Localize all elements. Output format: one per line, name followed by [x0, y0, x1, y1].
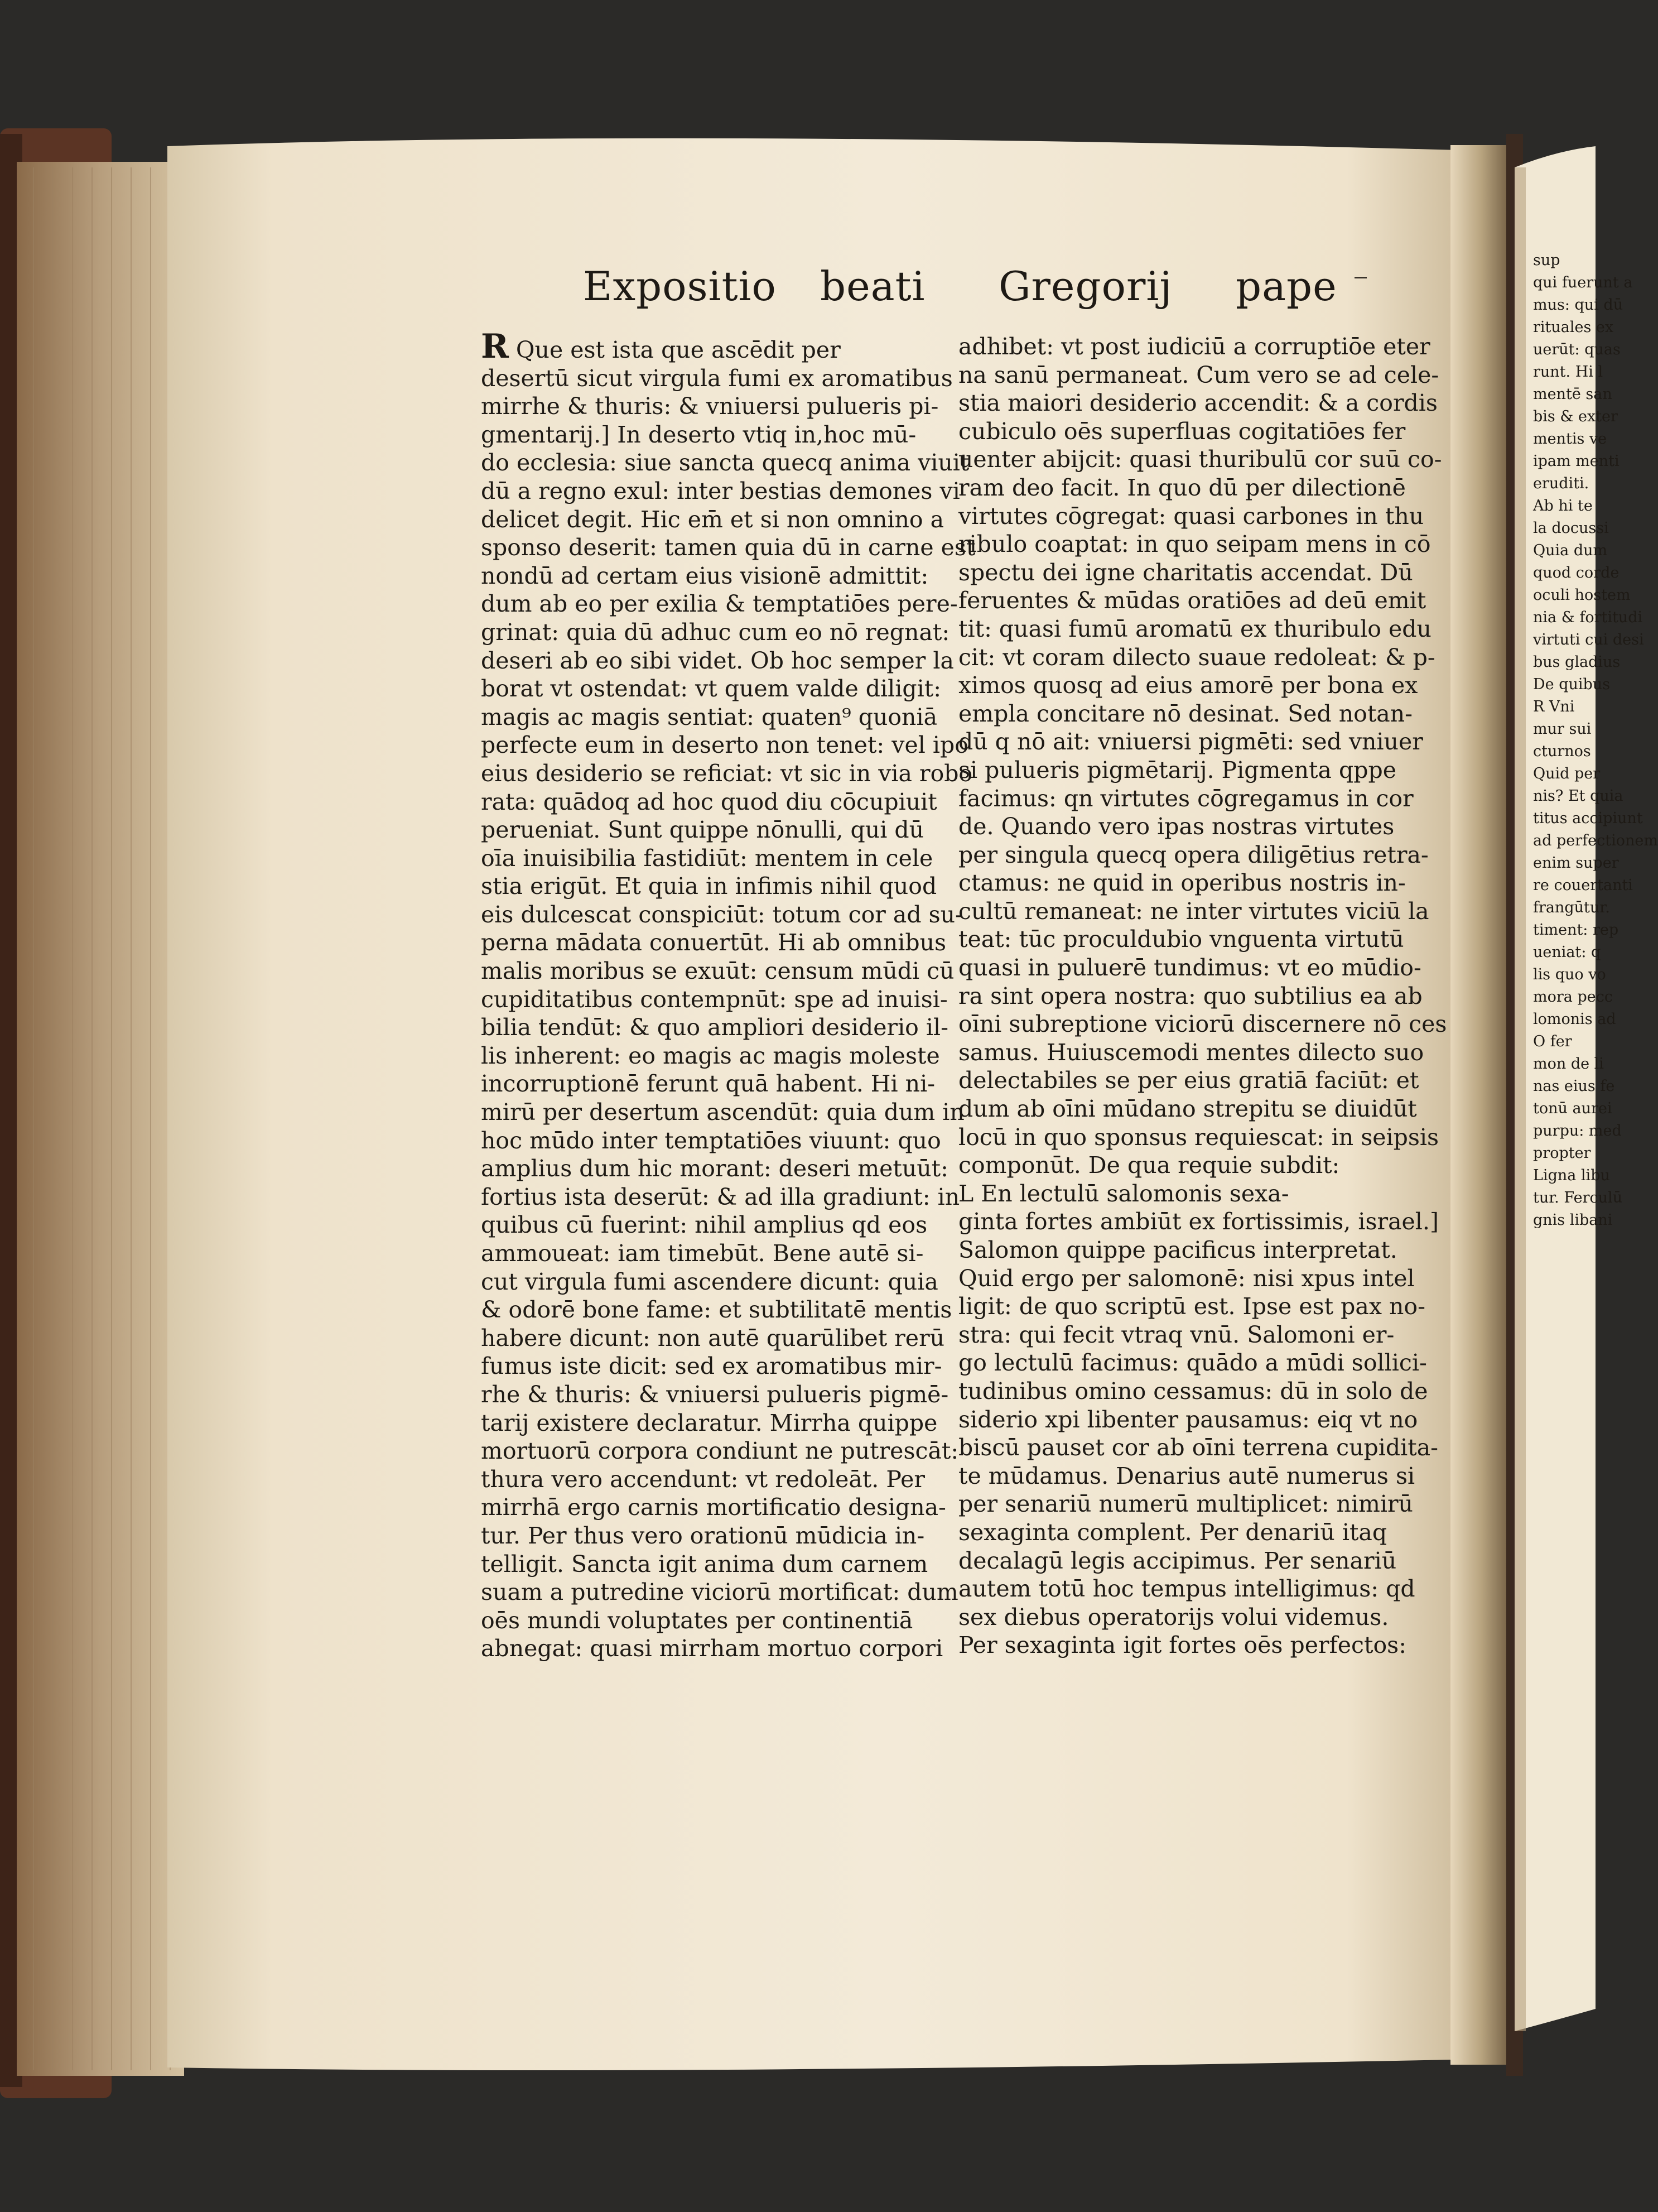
- line-text: ginta fortes ambiūt ex fortissimis, israel.]: [958, 1208, 1439, 1235]
- line-text: mortuorū corpora condiunt ne putrescāt:: [481, 1437, 959, 1465]
- line-text: biscū pauset cor ab oīni terrena cupidita-: [958, 1434, 1438, 1461]
- line-text: thura vero accendunt: vt redoleāt. Per: [481, 1465, 925, 1493]
- fragment-line: De quibus: [1533, 676, 1611, 693]
- line-text: malis moribus se exuūt: censum mūdi cū: [481, 958, 955, 985]
- line-text: dum ab eo per exilia & temptatiōes pere-: [481, 590, 958, 618]
- text-line: [958, 615, 1432, 643]
- line-text: & odorē bone fame: et subtilitatē mentis: [481, 1296, 952, 1324]
- text-line: [958, 1434, 1438, 1462]
- line-text: habere dicunt: non autē quarūlibet rerū: [481, 1324, 945, 1352]
- text-line: [958, 1010, 1447, 1038]
- fragment-line: rituales ex: [1533, 319, 1614, 336]
- text-line: [958, 954, 1421, 982]
- line-text: per singula quecq opera diligētius retra-: [958, 841, 1429, 868]
- fragment-line: runt. Hi l: [1533, 363, 1603, 381]
- line-text: autem totū hoc tempus intelligimus: qd: [958, 1575, 1415, 1603]
- text-line: [958, 1575, 1415, 1603]
- text-line: [958, 869, 1406, 897]
- line-text: Per sexaginta igit fortes oēs perfectos:: [958, 1632, 1407, 1659]
- line-text: ram deo facit. In quo dū per dilectionē: [958, 474, 1406, 501]
- header-word-beati: beati: [820, 263, 926, 310]
- fragment-line: timent: rep: [1533, 921, 1619, 939]
- fragment-line: mus: qui dū: [1533, 296, 1623, 314]
- line-text: decalagū legis accipimus. Per senariū: [958, 1547, 1397, 1574]
- fragment-line: quod corde: [1533, 564, 1620, 581]
- left-text-column: [481, 327, 976, 1663]
- line-text: stra: qui fecit vtraq vnū. Salomoni er-: [958, 1321, 1395, 1348]
- fragment-line: qui fuerunt a: [1533, 274, 1633, 291]
- initial-capital: R: [481, 327, 509, 366]
- text-line: [958, 530, 1431, 559]
- text-line: [481, 1098, 965, 1127]
- text-line: [481, 1493, 946, 1522]
- fragment-line: eruditi.: [1533, 475, 1589, 492]
- text-line: [958, 1547, 1399, 1575]
- line-text: spectu dei igne charitatis accendat. Dū: [958, 559, 1413, 586]
- text-line: [481, 449, 970, 477]
- fragment-line: mentis ve: [1533, 430, 1607, 448]
- line-text: de. Quando vero ipas nostras virtutes: [958, 813, 1395, 840]
- line-text: sponso deserit: tamen quia dū in carne est: [481, 534, 976, 561]
- line-text: cupiditatibus contempnūt: spe ad inuisi-: [481, 985, 948, 1013]
- text-line: [481, 1042, 938, 1070]
- text-line: [481, 1324, 945, 1353]
- line-text: dū q nō ait: vniuersi pigmēti: sed vniuer: [958, 728, 1423, 756]
- line-text: locū in quo sponsus requiescat: in seipsis: [958, 1123, 1439, 1151]
- text-line: [958, 1631, 1407, 1660]
- fragment-line: mon de li: [1533, 1055, 1604, 1073]
- fragment-line: uerūt: quas: [1533, 341, 1621, 358]
- text-line: [958, 389, 1438, 417]
- line-text: sex diebus operatorijs volui videmus.: [958, 1603, 1389, 1631]
- text-line: [481, 364, 953, 393]
- text-line: [481, 1296, 952, 1324]
- line-text: feruentes & mūdas oratiōes ad deū emit: [958, 587, 1426, 614]
- text-line: [481, 929, 947, 957]
- fragment-line: nas eius fe: [1533, 1078, 1615, 1095]
- text-line: [481, 1607, 938, 1635]
- text-line: [481, 421, 938, 449]
- text-line: [481, 392, 938, 421]
- fragment-line: mentē san: [1533, 386, 1612, 403]
- fragment-line: la docussi: [1533, 520, 1609, 537]
- gutter: [1450, 145, 1512, 2065]
- text-line: [481, 759, 973, 788]
- line-text: eis dulcescat conspiciūt: totum cor ad su-: [481, 901, 963, 928]
- line-text: oēs mundi voluptates per continentiā: [481, 1607, 913, 1634]
- text-line: [481, 788, 938, 816]
- text-line: [481, 327, 938, 366]
- text-line: [481, 1239, 938, 1268]
- line-text: si pulueris pigmētarij. Pigmenta qppe: [958, 756, 1397, 783]
- text-line: [481, 506, 944, 534]
- line-text: nondū ad certam eius visionē admittit:: [481, 562, 929, 589]
- text-line: [958, 1208, 1439, 1236]
- line-text: rata: quādoq ad hoc quod diu cōcupiuit: [481, 788, 937, 815]
- text-line: [481, 731, 968, 759]
- text-line: [958, 502, 1424, 531]
- fragment-line: R Vni: [1533, 698, 1575, 715]
- fragment-line: mora pecc: [1533, 988, 1613, 1006]
- header-word-pape: pape: [1236, 263, 1337, 310]
- fragment-line: Ligna libu: [1533, 1167, 1610, 1184]
- text-line: [958, 1095, 1417, 1123]
- line-text: suam a putredine viciorū mortificat: dum: [481, 1579, 958, 1606]
- line-text: dum ab oīni mūdano strepitu se diuidūt: [958, 1095, 1417, 1123]
- line-text: cit: vt coram dilecto suaue redoleat: & p-: [958, 643, 1435, 671]
- fragment-line: re couertanti: [1533, 877, 1633, 894]
- fragment-line: lis quo vo: [1533, 966, 1606, 983]
- line-text: tarij existere declaratur. Mirrha quippe: [481, 1409, 938, 1436]
- text-line: [481, 1634, 943, 1663]
- fragment-line: ipam menti: [1533, 453, 1620, 470]
- fragment-line: virtuti cui desi: [1533, 631, 1644, 648]
- line-text: ctamus: ne quid in operibus nostris in-: [958, 869, 1406, 897]
- text-line: [958, 728, 1423, 756]
- text-line: [958, 1603, 1399, 1632]
- line-text: abnegat: quasi mirrham mortuo corpori: [481, 1635, 943, 1662]
- text-line: [958, 925, 1404, 954]
- line-text: uenter abijcit: quasi thuribulū cor suū co-: [958, 446, 1442, 473]
- text-line: [958, 1321, 1399, 1349]
- text-line: [958, 333, 1430, 361]
- text-line: [481, 816, 938, 844]
- fragment-line: lomonis ad: [1533, 1011, 1616, 1028]
- text-line: [481, 1183, 960, 1211]
- text-line: [481, 1155, 948, 1183]
- line-text: L En lectulū salomonis sexa-: [958, 1180, 1289, 1207]
- line-text: incorruptionē ferunt quā habent. Hi ni-: [481, 1070, 936, 1098]
- line-text: go lectulū facimus: quādo a mūdi sollici-: [958, 1349, 1427, 1377]
- line-text: fortius ista deserūt: & ad illa gradiunt: in: [481, 1183, 960, 1210]
- line-text: mirrhe & thuris: & vniuersi pulueris pi-: [481, 393, 939, 420]
- text-line: [481, 1465, 938, 1494]
- line-text: perueniat. Sunt quippe nōnulli, qui dū: [481, 816, 924, 844]
- line-text: deseri ab eo sibi videt. Ob hoc semper la: [481, 647, 954, 674]
- text-line: [481, 675, 942, 703]
- line-text: samus. Huiuscemodi mentes dilecto suo: [958, 1038, 1424, 1066]
- facing-page-fragment: [1533, 251, 1658, 1233]
- text-line: [958, 1377, 1428, 1406]
- line-text: te mūdamus. Denarius autē numerus si: [958, 1462, 1415, 1489]
- line-text: sexaginta complent. Per denariū itaq: [958, 1518, 1387, 1546]
- line-text: oīa inuisibilia fastidiūt: mentem in cele: [481, 844, 933, 872]
- text-line: [958, 1349, 1427, 1377]
- fragment-line: ueniat: q: [1533, 944, 1601, 961]
- line-text: hoc mūdo inter temptatiōes viuunt: quo: [481, 1127, 941, 1154]
- fragment-line: frangūtur.: [1533, 899, 1610, 916]
- text-line: [958, 756, 1399, 785]
- line-text: ra sint opera nostra: quo subtilius ea ab: [958, 982, 1423, 1009]
- text-line: [958, 1038, 1424, 1067]
- header-word-gregorij: Gregorij: [999, 263, 1173, 310]
- text-line: [958, 1066, 1419, 1095]
- text-line: [958, 361, 1439, 389]
- text-line: [481, 1352, 942, 1381]
- text-line: [958, 445, 1442, 474]
- text-line: [958, 1292, 1425, 1321]
- text-line: [481, 647, 954, 675]
- fragment-line: purpu: med: [1533, 1122, 1622, 1139]
- fragment-line: Quid per: [1533, 765, 1601, 782]
- fragment-line: gnis libani: [1533, 1211, 1613, 1229]
- text-line: [958, 812, 1399, 841]
- fragment-line: mur sui: [1533, 720, 1592, 738]
- text-line: [481, 1437, 959, 1465]
- line-text: stia erigūt. Et quia in infimis nihil quod: [481, 873, 937, 900]
- fragment-line: nia & fortitudi: [1533, 609, 1643, 626]
- text-line: [958, 671, 1418, 700]
- text-line: [958, 1123, 1439, 1152]
- line-text: Quid ergo per salomonē: nisi xpus intel: [958, 1264, 1415, 1292]
- right-text-column: [958, 333, 1447, 1660]
- line-text: facimus: qn virtutes cōgregamus in cor: [958, 785, 1414, 812]
- line-text: rhe & thuris: & vniuersi pulueris pigmē-: [481, 1381, 949, 1408]
- line-text: teat: tūc proculdubio vnguenta virtutū: [958, 926, 1404, 953]
- line-text: mirū per desertum ascendūt: quia dum in: [481, 1099, 965, 1126]
- text-line: [481, 1070, 938, 1098]
- text-line: [481, 1211, 938, 1239]
- text-line: [481, 618, 950, 647]
- text-line: [481, 901, 963, 929]
- line-text: eius desiderio se reficiat: vt sic in via robo: [481, 759, 973, 787]
- text-line: [958, 559, 1413, 587]
- text-line: [481, 1409, 938, 1437]
- fragment-line: tur. Ferculū: [1533, 1189, 1623, 1206]
- text-line: [958, 982, 1423, 1011]
- line-text: tudinibus omino cessamus: dū in solo de: [958, 1377, 1428, 1405]
- line-text: grinat: quia dū adhuc cum eo nō regnat:: [481, 618, 950, 646]
- line-text: cubiculo oēs superfluas cogitatiōes fer: [958, 417, 1406, 445]
- line-text: tur. Per thus vero orationū mūdicia in-: [481, 1522, 925, 1549]
- line-text: quasi in puluerē tundimus: vt eo mūdio-: [958, 954, 1421, 982]
- fragment-line: tonū aurei: [1533, 1100, 1612, 1117]
- text-line: [958, 1462, 1415, 1490]
- text-line: [958, 1264, 1415, 1293]
- line-text: amplius dum hic morant: deseri metuūt:: [481, 1155, 948, 1182]
- text-line: [481, 1268, 938, 1296]
- text-line: [481, 1550, 938, 1579]
- fragment-line: nis? Et quia: [1533, 787, 1623, 805]
- text-line: [481, 1578, 958, 1607]
- text-line: [481, 1381, 949, 1409]
- line-text: lis inherent: eo magis ac magis moleste: [481, 1042, 940, 1069]
- line-text: adhibet: vt post iudiciū a corruptiōe eter: [958, 333, 1430, 360]
- line-text: cultū remaneat: ne inter virtutes viciū la: [958, 897, 1429, 925]
- text-line: [958, 897, 1429, 926]
- line-text: ligit: de quo scriptū est. Ipse est pax no-: [958, 1293, 1425, 1320]
- line-text: virtutes cōgregat: quasi carbones in thu: [958, 502, 1424, 530]
- text-line: [481, 1013, 948, 1042]
- line-text: borat vt ostendat: vt quem valde diligit:: [481, 675, 942, 703]
- fragment-line: ad perfectionem: [1533, 832, 1658, 849]
- fragment-line: oculi hostem: [1533, 586, 1631, 604]
- fragment-line: O fer: [1533, 1033, 1572, 1050]
- line-text: bilia tendūt: & quo ampliori desiderio il-: [481, 1014, 948, 1041]
- text-line: [481, 1127, 941, 1155]
- line-text: ribulo coaptat: in quo seipam mens in cō: [958, 531, 1431, 558]
- text-line: [481, 844, 938, 873]
- line-text: desertū sicut virgula fumi ex aromatibus: [481, 364, 953, 392]
- fragment-line: sup: [1533, 252, 1560, 269]
- page-edges: [17, 162, 184, 2076]
- fragment-line: titus accipiunt: [1533, 810, 1643, 827]
- text-line: [958, 643, 1435, 672]
- fragment-line: bus gladius: [1533, 653, 1621, 671]
- text-line: [958, 1518, 1399, 1547]
- line-text: na sanū permaneat. Cum vero se ad cele-: [958, 361, 1439, 388]
- line-text: per senariū numerū multiplicet: nimirū: [958, 1490, 1413, 1518]
- fragment-line: cturnos: [1533, 743, 1591, 760]
- line-text: telligit. Sancta igit anima dum carnem: [481, 1550, 928, 1578]
- text-line: [958, 841, 1429, 869]
- line-text: oīni subreptione viciorū discernere nō ces: [958, 1011, 1447, 1038]
- text-line: [481, 1522, 938, 1550]
- text-line: [481, 477, 960, 506]
- text-line: [481, 703, 938, 732]
- line-text: ammoueat: iam timebūt. Bene autē si-: [481, 1240, 924, 1267]
- text-line: [481, 590, 958, 618]
- line-text: dū a regno exul: inter bestias demones vi: [481, 477, 960, 504]
- text-line: [958, 700, 1413, 728]
- text-line: [958, 586, 1426, 615]
- text-line: [958, 1236, 1399, 1264]
- fragment-line: Quia dum: [1533, 542, 1608, 559]
- line-text: do ecclesia: siue sancta quecq anima viuit: [481, 449, 970, 477]
- text-line: [958, 474, 1406, 502]
- text-line: [958, 1406, 1418, 1434]
- line-text: perna mādata conuertūt. Hi ab omnibus: [481, 929, 947, 956]
- text-line: [481, 985, 948, 1014]
- line-text: Que est ista que ascēdit per: [515, 336, 841, 363]
- line-text: ximos quosq ad eius amorē per bona ex: [958, 672, 1418, 699]
- line-text: delectabiles se per eius gratiā faciūt: et: [958, 1067, 1419, 1094]
- line-text: delicet degit. Hic em̄ et si non omnino a: [481, 506, 944, 533]
- line-text: componūt. De qua requie subdit:: [958, 1152, 1340, 1179]
- text-line: [481, 533, 976, 562]
- line-text: gmentarij.] In deserto vtiq in,hoc mū-: [481, 421, 917, 448]
- text-line: [481, 872, 938, 901]
- text-line: [481, 957, 955, 985]
- line-text: siderio xpi libenter pausamus: eiq vt no: [958, 1406, 1418, 1433]
- fragment-line: enim super: [1533, 854, 1619, 872]
- text-line: [958, 1151, 1399, 1180]
- line-text: stia maiori desiderio accendit: & a cordis: [958, 389, 1438, 417]
- line-text: empla concitare nō desinat. Sed notan-: [958, 700, 1413, 727]
- text-line: [958, 1180, 1399, 1208]
- text-line: [958, 1490, 1413, 1518]
- text-line: [958, 785, 1414, 813]
- text-line: [481, 562, 938, 590]
- text-line: [958, 417, 1406, 446]
- header-tick-mark: [1355, 277, 1367, 278]
- header-word-expositio: Expositio: [583, 263, 777, 310]
- line-text: cut virgula fumi ascendere dicunt: quia: [481, 1268, 938, 1295]
- fragment-line: Ab hi te: [1533, 497, 1593, 514]
- line-text: quibus cū fuerint: nihil amplius qd eos: [481, 1211, 928, 1239]
- line-text: magis ac magis sentiat: quaten⁹ quoniā: [481, 703, 938, 730]
- line-text: Salomon quippe pacificus interpretat.: [958, 1237, 1397, 1263]
- fragment-line: bis & exter: [1533, 408, 1618, 425]
- fragment-line: propter: [1533, 1145, 1591, 1162]
- line-text: mirrhā ergo carnis mortificatio designa-: [481, 1494, 946, 1521]
- line-text: fumus iste dicit: sed ex aromatibus mir-: [481, 1353, 942, 1380]
- line-text: perfecte eum in deserto non tenet: vel ipo: [481, 732, 968, 759]
- line-text: tit: quasi fumū aromatū ex thuribulo edu: [958, 615, 1432, 642]
